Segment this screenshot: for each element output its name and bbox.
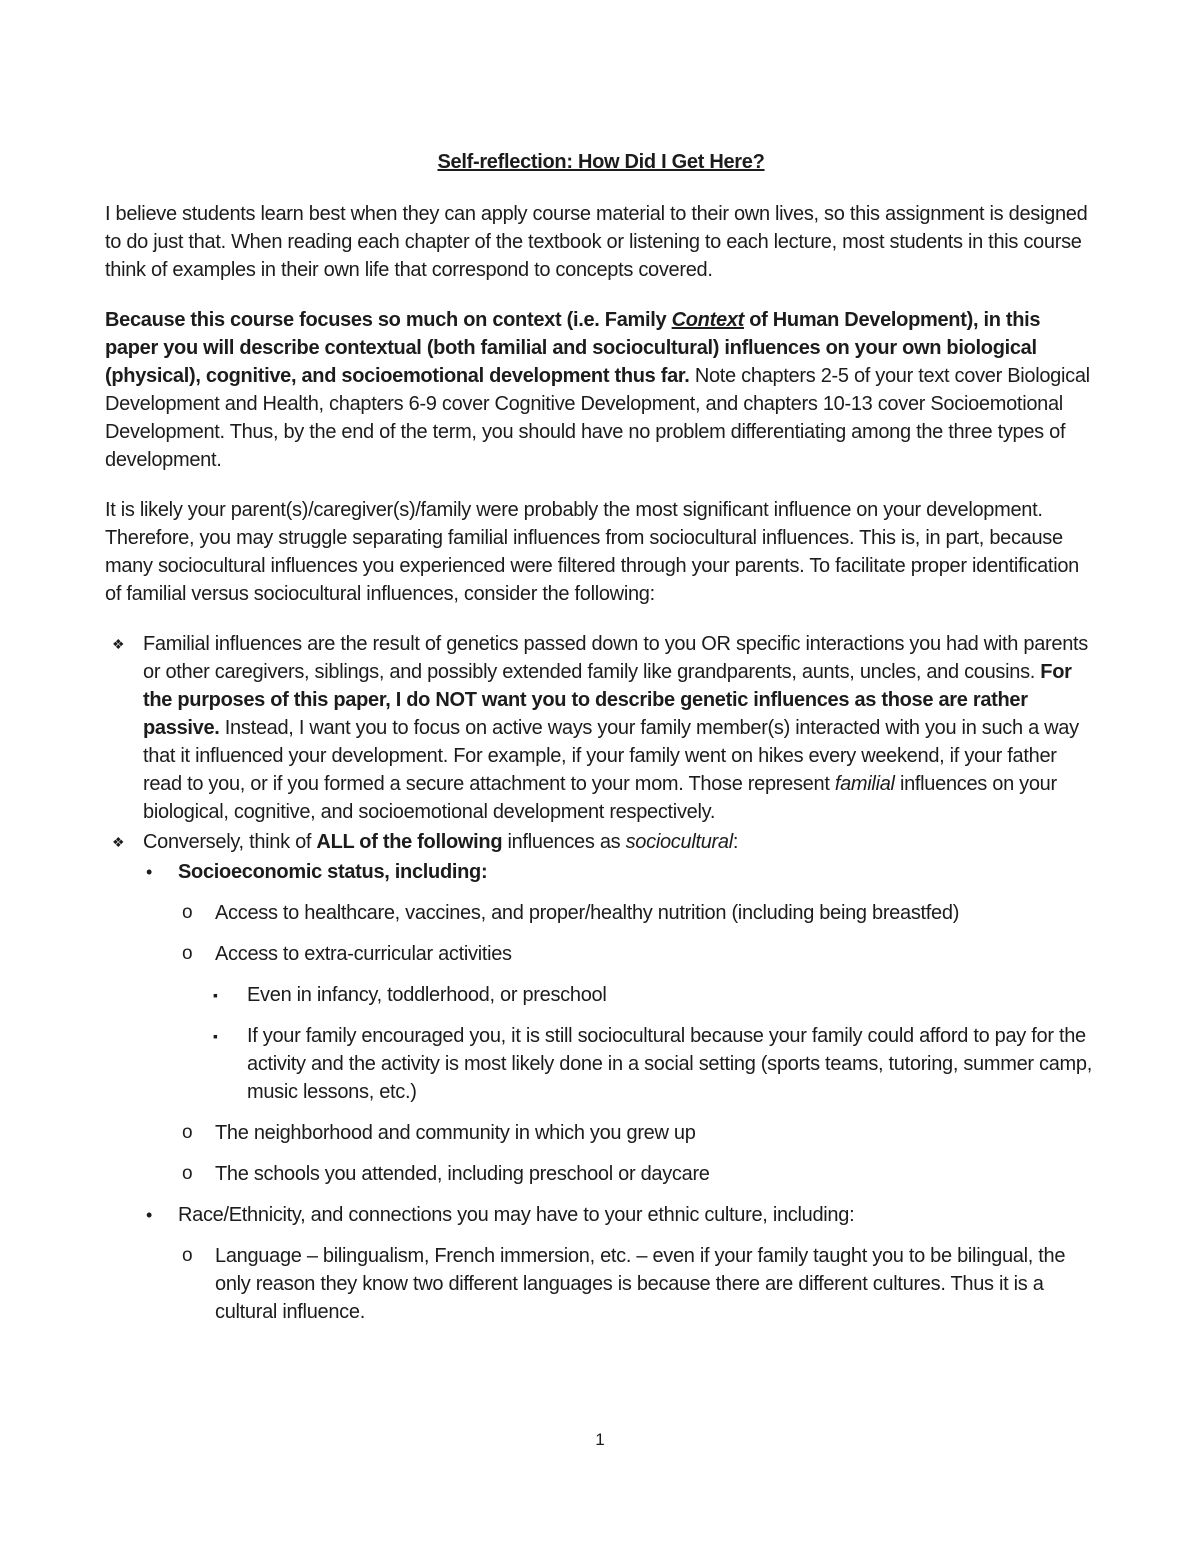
text-run: familial <box>834 773 895 795</box>
list-item <box>105 940 1097 968</box>
text-run: Context <box>671 309 744 331</box>
list-item-text <box>178 1201 1097 1229</box>
list-item <box>105 981 1097 1009</box>
paragraph-text <box>105 499 1079 605</box>
list-item <box>105 828 1097 856</box>
paragraph-text <box>105 309 1090 471</box>
text-run: Familial influences are the result of genetics passed down to you OR specific interactions you had with parents or other caregivers, siblings, and possibly extended family like grandparents, aunts, uncles, and cousins. <box>143 633 1088 683</box>
text-run: of Human Development), in this paper you will describe contextual (both familial and sociocultural) influences on your own biological (physical), cognitive, and socioemotional development thus far. <box>105 309 1041 387</box>
text-run: ALL of the following <box>316 831 503 853</box>
paragraph <box>105 306 1097 474</box>
text-run: Note chapters 2-5 of your text cover Biological Development and Health, chapters 6-9 cover Cognitive Development, and chapters 10-13 cover Socioemotional Development. Thus, by the end of the term, you should have no problem differentiating among the three types of development. <box>105 365 1090 471</box>
bullet-glyph: o <box>182 943 193 964</box>
list-item <box>105 630 1097 826</box>
text-run: Because this course focuses so much on context (i.e. Family <box>105 309 672 331</box>
text-run: influences on your biological, cognitive, and socioemotional development respectively. <box>143 773 1057 823</box>
bullet-glyph: o <box>182 902 193 923</box>
bullet-glyph: ❖ <box>112 834 125 850</box>
bullet-glyph: • <box>146 1205 153 1225</box>
list-item-text <box>215 940 1097 968</box>
text-run: sociocultural <box>625 831 733 853</box>
text-run: influences as <box>502 831 626 853</box>
list-item <box>105 1242 1097 1326</box>
document-body <box>105 148 1097 1339</box>
list-item-text <box>247 981 1097 1009</box>
bullet-glyph: o <box>182 1245 193 1266</box>
list-item-text <box>178 858 1097 886</box>
list-item-text <box>215 899 1097 927</box>
page-title-text: Self-reflection: How Did I Get Here? <box>437 151 765 173</box>
bullet-glyph: ▪ <box>213 987 218 1003</box>
text-run: Instead, I want you to focus on active ways your family member(s) interacted with you in such a way that it influenced your development. For example, if your family went on hikes every weekend, if your father read to you, or if you formed a secure attachment to your mom. Those represent <box>143 717 1079 795</box>
page-number: 1 <box>595 1430 605 1449</box>
list-item-text <box>247 1022 1097 1106</box>
list-item <box>105 1201 1097 1229</box>
text-run: For the purposes of this paper, I do NOT want you to describe genetic influences as those are rather passive. <box>143 661 1072 739</box>
bullet-glyph: ▪ <box>213 1028 218 1044</box>
bullet-glyph: o <box>182 1122 193 1143</box>
text-run: Access to healthcare, vaccines, and proper/healthy nutrition (including being breastfed) <box>215 902 960 924</box>
bullet-glyph: o <box>182 1163 193 1184</box>
text-run: It is likely your parent(s)/caregiver(s)/family were probably the most significant influence on your development. Therefore, you may struggle separating familial influences from sociocultural influences. This is, in part, because many sociocultural influences you experienced were filtered through your parents. To facilitate proper identification of familial versus sociocultural influences, consider the following: <box>105 499 1079 605</box>
bullet-glyph: ❖ <box>112 636 125 652</box>
list-item-text <box>215 1160 1097 1188</box>
page-title <box>105 148 1097 176</box>
text-run: The neighborhood and community in which you grew up <box>215 1122 696 1144</box>
list-item <box>105 1119 1097 1147</box>
text-run: Language – bilingualism, French immersion, etc. – even if your family taught you to be bilingual, the only reason they know two different languages is because there are different cultures. Thus it is a cultural influence. <box>215 1245 1066 1323</box>
paragraph-text <box>105 203 1087 281</box>
text-run: The schools you attended, including preschool or daycare <box>215 1163 710 1185</box>
list-item <box>105 858 1097 886</box>
list-item-text <box>143 630 1097 826</box>
list-item-text <box>215 1119 1097 1147</box>
list-item <box>105 899 1097 927</box>
text-run: Access to extra-curricular activities <box>215 943 512 965</box>
text-run: I believe students learn best when they can apply course material to their own lives, so this assignment is designed to do just that. When reading each chapter of the textbook or listening to each lecture, most students in this course think of examples in their own life that correspond to concepts covered. <box>105 203 1088 281</box>
text-run: Even in infancy, toddlerhood, or preschool <box>247 984 607 1006</box>
list-item-text <box>215 1242 1097 1326</box>
paragraph <box>105 496 1097 608</box>
list-item <box>105 1160 1097 1188</box>
text-run: Socioeconomic status, including: <box>178 861 488 883</box>
text-run: : <box>732 831 739 853</box>
bullet-glyph: • <box>146 862 153 882</box>
text-run: If your family encouraged you, it is still sociocultural because your family could afford to pay for the activity and the activity is most likely done in a social setting (sports teams, tutoring, summer camp, music lessons, etc.) <box>247 1025 1092 1103</box>
text-run: Race/Ethnicity, and connections you may have to your ethnic culture, including: <box>178 1204 855 1226</box>
paragraph <box>105 200 1097 284</box>
list-item-text <box>143 828 1097 856</box>
list-item <box>105 1022 1097 1106</box>
text-run: Conversely, think of <box>143 831 317 853</box>
